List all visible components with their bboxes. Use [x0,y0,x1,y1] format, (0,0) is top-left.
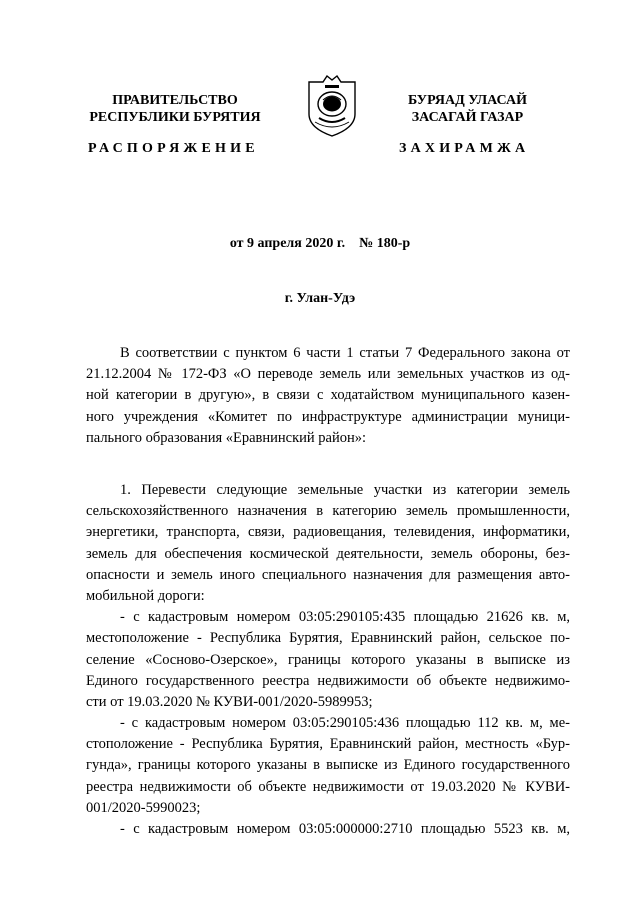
text-line: опасности и земель иного специального назначения для размещения авто- [86,566,570,583]
document-number: № 180-р [359,236,411,251]
text-line: ного учреждения «Комитет по инфраструктуре администрации муници- [86,408,570,425]
issuer-name-russian [70,92,280,126]
text-line: сти от 19.03.2020 № КУВИ-001/2020-5989953; [86,693,373,710]
doctype-russian: РАСПОРЯЖЕНИЕ [88,141,259,156]
issuer-line: БУРЯАД УЛАСАЙ [408,93,527,108]
text-line: ной категории в другую», в связи с ходатайством муниципального казен- [86,387,570,404]
text-line: сельскохозяйственного назначения в категорию земель промышленности, [86,503,570,520]
text-line: - с кадастровым номером 03:05:290105:436 площадью 112 кв. м, ме- [120,715,570,732]
issuer-line: РЕСПУБЛИКИ БУРЯТИЯ [89,110,261,125]
text-line: местоположение - Республика Бурятия, Еравнинский район, сельское по- [86,630,570,647]
text-line: мобильной дороги: [86,587,205,604]
document-city: г. Улан-Удэ [284,291,356,306]
text-line: - с кадастровым номером 03:05:290105:435 площадью 21626 кв. м, [120,609,570,626]
doctype-buryat: ЗАХИРАМЖА [399,141,530,156]
text-line: - с кадастровым номером 03:05:000000:2710 площадью 5523 кв. м, [120,821,570,837]
issuer-name-buryat [380,92,555,126]
text-line: энергетики, транспорта, связи, радиовещания, телевидения, информатики, [86,524,570,541]
text-line: земель для обеспечения космической деятельности, земель обороны, без- [86,545,570,562]
issuer-line: ЗАСАГАЙ ГАЗАР [411,110,524,125]
text-line: 21.12.2004 № 172-ФЗ «О переводе земель или земельных участков из од- [86,366,570,383]
text-line: В соответствии с пунктом 6 части 1 статьи 7 Федерального закона от [120,345,570,361]
item-1-paragraph [86,480,570,840]
text-line: гунда», границы которого указаны в выписке из Единого государственного [86,757,570,774]
issuer-line: ПРАВИТЕЛЬСТВО [112,93,238,108]
text-line: 1. Перевести следующие земельные участки из категории земель [120,482,570,498]
document-date-number [0,236,640,252]
text-line: Единого государственного реестра недвижимости об объекте недвижимо- [86,672,570,689]
text-line: пального образования «Еравнинский район»: [86,429,367,446]
coat-of-arms-icon [303,70,361,140]
text-line: 001/2020-5990023; [86,799,201,816]
preamble-paragraph [86,343,570,449]
document-date: от 9 апреля 2020 г. [229,236,346,251]
text-line: реестра недвижимости об объекте недвижимости от 19.03.2020 № КУВИ- [86,778,570,795]
text-line: селение «Сосново-Озерское», границы которого указаны в выписке из [86,651,570,668]
text-line: стоположение - Республика Бурятия, Еравнинский район, местность «Бур- [86,736,570,753]
